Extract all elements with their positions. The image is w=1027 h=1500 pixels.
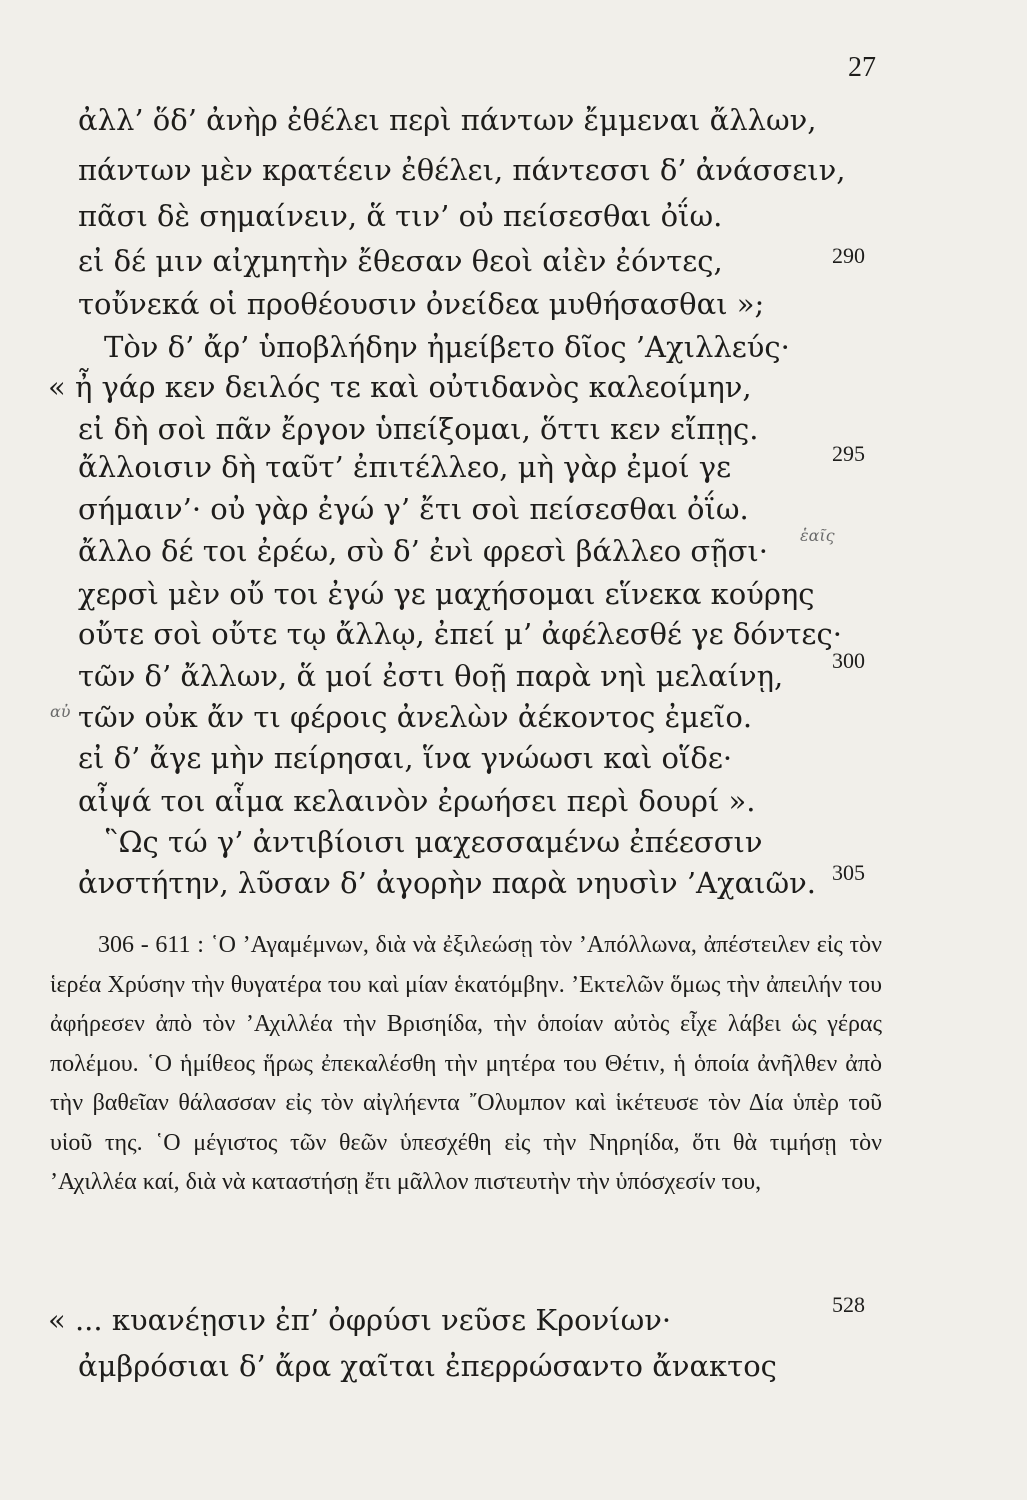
margin-note: ἑαῖς	[800, 526, 835, 545]
poem-line: εἰ δ’ ἄγε μὴν πείρησαι, ἵνα γνώωσι καὶ οἵδε·	[78, 741, 733, 775]
poem-line: ἄλλοισιν δὴ ταῦτ’ ἐπιτέλλεο, μὴ γὰρ ἐμοί γε	[78, 450, 732, 484]
poem-line: « ἦ γάρ κεν δειλός τε καὶ οὐτιδανὸς καλεοίμην,	[48, 370, 752, 404]
line-number: 528	[832, 1292, 865, 1317]
line-number: 290	[832, 243, 865, 268]
line-number: 295	[832, 441, 865, 466]
quote-line: ἀμβρόσιαι δ’ ἄρα χαῖται ἐπερρώσαντο ἄνακτος	[78, 1349, 777, 1383]
poem-line: ἀλλ’ ὅδ’ ἀνὴρ ἐθέλει περὶ πάντων ἔμμεναι ἄλλων,	[78, 103, 817, 137]
poem-line: σήμαιν’· οὐ γὰρ ἐγώ γ’ ἔτι σοὶ πείσεσθαι ὀΐω.	[78, 492, 749, 526]
poem-line: ἀνστήτην, λῦσαν δ’ ἀγορὴν παρὰ νηυσὶν ’Αχαιῶν.	[78, 866, 817, 900]
page-number: 27	[848, 52, 876, 83]
poem-line: εἰ δὴ σοὶ πᾶν ἔργον ὑπείξομαι, ὅττι κεν εἴπῃς.	[78, 412, 759, 446]
poem-line: χερσὶ μὲν οὔ τοι ἐγώ γε μαχήσομαι εἵνεκα κούρης	[78, 577, 815, 611]
poem-line: τοὔνεκά οἱ προθέουσιν ὀνείδεα μυθήσασθαι »;	[78, 287, 765, 321]
poem-line: τῶν δ’ ἄλλων, ἅ μοί ἐστι θοῇ παρὰ νηὶ μελαίνῃ,	[78, 659, 784, 693]
line-number: 305	[832, 860, 865, 885]
summary-text: 306 - 611 : ῾Ο ’Αγαμέμνων, διὰ νὰ ἐξιλεώσῃ τὸν ’Απόλλωνα, ἀπέστειλεν εἰς τὸν ἱερέα Χρύσην τὴν θυγατέρα του καὶ μίαν ἑκατόμβην. ’Εκτελῶν ὅμως τὴν ἀπειλήν του ἀφήρεσεν ἀπὸ τὸν ’Αχιλλέα τὴν Βρισηίδα, τὴν ὁποίαν αὐτὸς εἶχε λάβει ὡς γέρας πολέμου. ῾Ο ἡμίθεος ἥρως ἐπεκαλέσθη τὴν μητέρα του Θέτιν, ἡ ὁποία ἀνῆλθεν ἀπὸ τὴν βαθεῖαν θάλασσαν εἰς τὸν αἰγλήεντα ῎Ολυμπον καὶ ἱκέτευσε τὸν Δία ὑπὲρ τοῦ υἱοῦ της. ῾Ο μέγιστος τῶν θεῶν ὑπεσχέθη εἰς τὴν Νηρηίδα, ὅτι θὰ τιμήσῃ τὸν ’Αχιλλέα καί, διὰ νὰ καταστήσῃ ἔτι μᾶλλον πιστευτὴν τὴν ὑπόσχεσίν του,	[50, 932, 882, 1195]
poem-line: ἄλλο δέ τοι ἐρέω, σὺ δ’ ἐνὶ φρεσὶ βάλλεο σῇσι·	[78, 534, 768, 568]
poem-line: τῶν οὐκ ἄν τι φέροις ἀνελὼν ἀέκοντος ἐμεῖο.	[78, 700, 753, 734]
margin-note: αὐ	[50, 702, 71, 721]
poem-line: οὔτε σοὶ οὔτε τῳ ἄλλῳ, ἐπεί μ’ ἀφέλεσθέ γε δόντες·	[78, 617, 842, 651]
poem-line: πάντων μὲν κρατέειν ἐθέλει, πάντεσσι δ’ ἀνάσσειν,	[78, 153, 846, 187]
poem-line: πᾶσι δὲ σημαίνειν, ἅ τιν’ οὐ πείσεσθαι ὀΐω.	[78, 199, 723, 233]
poem-line: Τὸν δ’ ἄρ’ ὑποβλήδην ἠμείβετο δῖος ’Αχιλλεύς·	[104, 330, 790, 364]
poem-line: αἶψά τοι αἷμα κελαινὸν ἐρωήσει περὶ δουρί ».	[78, 784, 756, 818]
poem-line: ῝Ως τώ γ’ ἀντιβίοισι μαχεσσαμένω ἐπέεσσιν	[104, 825, 763, 859]
summary-paragraph	[50, 926, 882, 1203]
quote-line: « ... κυανέῃσιν ἐπ’ ὀφρύσι νεῦσε Κρονίων·	[48, 1303, 672, 1337]
line-number: 300	[832, 648, 865, 673]
poem-line: εἰ δέ μιν αἰχμητὴν ἔθεσαν θεοὶ αἰὲν ἐόντες,	[78, 244, 723, 278]
